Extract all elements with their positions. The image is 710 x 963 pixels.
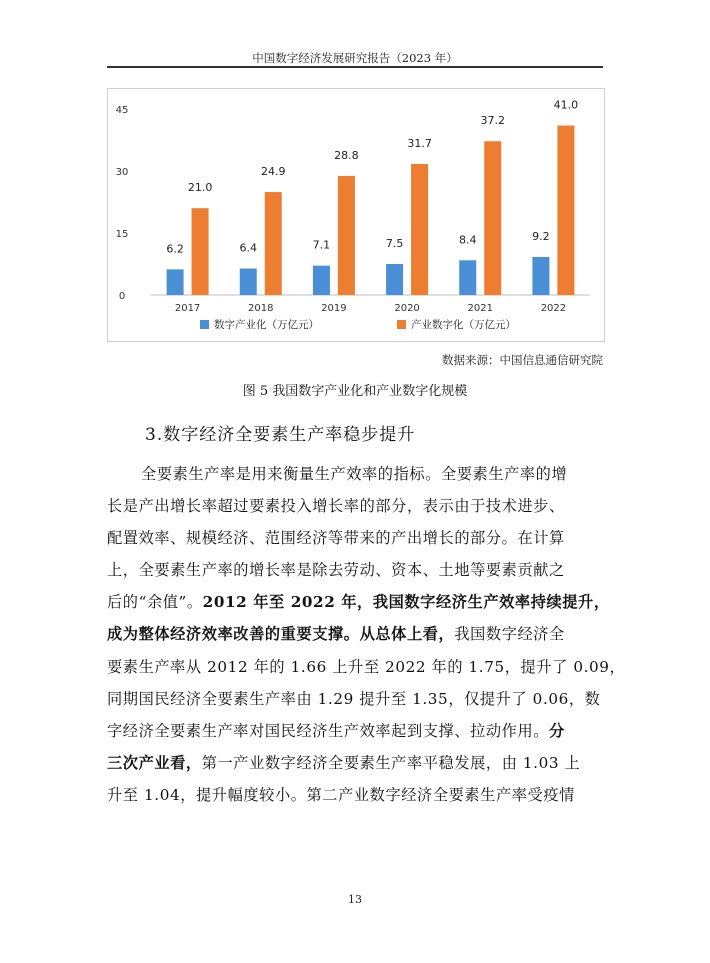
x-tick-label: 2019 [321, 303, 347, 314]
data-label: 7.1 [312, 238, 331, 252]
bar-digital-industrialization [532, 257, 549, 295]
text-run: 字经济全要素生产率对国民经济生产效率起到支撑、拉动作用。 [107, 721, 550, 740]
header-rule [107, 66, 603, 68]
data-label: 6.4 [239, 241, 257, 255]
data-label: 9.2 [532, 229, 550, 243]
x-tick-label: 2020 [394, 303, 420, 314]
body-paragraph [107, 458, 626, 811]
y-tick-label: 45 [115, 105, 129, 116]
bar-industrial-digitization [557, 126, 574, 295]
bar-chart [107, 88, 605, 342]
data-label: 24.9 [261, 165, 286, 179]
y-tick-label: 0 [118, 291, 126, 302]
x-tick-label: 2017 [174, 303, 201, 314]
bar-industrial-digitization [265, 192, 282, 295]
y-tick-label: 30 [115, 167, 129, 178]
bar-digital-industrialization [386, 264, 403, 295]
data-label: 31.7 [407, 136, 432, 150]
bold-text-run: 三次产业看， [107, 753, 202, 772]
data-source: 数据来源：中国信息通信研究院 [442, 353, 603, 367]
x-tick-label: 2018 [248, 303, 274, 314]
legend-swatch [397, 320, 406, 329]
bold-text-run: 2012 年至 2022 年，我国数字经济生产效率持续提升， [202, 593, 610, 612]
text-run: 第一产业数字经济全要素生产率平稳发展，由 1.03 上 [201, 753, 581, 772]
bar-digital-industrialization [459, 260, 476, 295]
bar-industrial-digitization [411, 164, 428, 295]
data-label: 6.2 [166, 242, 184, 256]
section-title: 3.数字经济全要素生产率稳步提升 [145, 425, 416, 445]
paragraph-line [107, 779, 603, 811]
bar-digital-industrialization [313, 266, 330, 295]
legend-label: 产业数字化（万亿元） [411, 319, 516, 331]
data-label: 8.4 [459, 233, 477, 247]
bar-digital-industrialization [167, 269, 184, 295]
x-tick-label: 2022 [540, 303, 567, 314]
paragraph-line [107, 586, 610, 618]
paragraph-line [107, 683, 603, 715]
legend-swatch [200, 320, 209, 329]
bold-text-run: 成为整体经济效率改善的重要支撑。从总体上看， [107, 625, 455, 644]
page-header: 中国数字经济发展研究报告（2023 年） [252, 51, 458, 65]
bar-industrial-digitization [484, 141, 501, 295]
text-run: 全要素生产率是用来衡量生产效率的指标。全要素生产率的增 [141, 465, 568, 483]
data-label: 28.8 [334, 148, 359, 162]
text-run: 配置效率、规模经济、范围经济等带来的产出增长的部分。在计算 [107, 529, 565, 548]
data-label: 37.2 [480, 114, 505, 128]
text-run: 同期国民经济全要素生产率由 1.29 提升至 1.35，仅提升了 0.06，数 [107, 689, 601, 708]
text-run: 要素生产率从 2012 年的 1.66 上升至 2022 年的 1.75，提升了 0.09， [107, 657, 626, 676]
x-tick-label: 2021 [467, 303, 493, 314]
chart-canvas [108, 89, 604, 341]
bold-text-run: 分 [549, 721, 565, 740]
paragraph-line [107, 522, 603, 554]
data-label: 7.5 [385, 237, 404, 250]
bar-industrial-digitization [338, 176, 355, 295]
bar-industrial-digitization [192, 208, 209, 295]
text-run: 后的“余值”。 [107, 593, 203, 612]
paragraph-line [107, 747, 603, 779]
text-run: 我国数字经济全 [454, 625, 565, 644]
paragraph-line [107, 715, 603, 747]
text-run: 长是产出增长率超过要素投入增长率的部分，表示由于技术进步、 [107, 497, 565, 516]
figure-caption: 图 5 我国数字产业化和产业数字化规模 [242, 384, 468, 399]
page-number: 13 [348, 893, 362, 906]
text-run: 上，全要素生产率的增长率是除去劳动、资本、土地等要素贡献之 [107, 561, 565, 580]
legend-label: 数字产业化（万亿元） [214, 319, 319, 331]
bar-digital-industrialization [240, 269, 257, 295]
paragraph-line [107, 651, 626, 683]
data-label: 21.0 [187, 181, 213, 195]
paragraph-line [107, 554, 603, 586]
data-label: 41.0 [553, 98, 579, 112]
text-run: 升至 1.04，提升幅度较小。第二产业数字经济全要素生产率受疫情 [107, 785, 575, 804]
paragraph-line [107, 458, 603, 490]
y-tick-label: 15 [115, 229, 129, 240]
paragraph-line [107, 490, 603, 522]
paragraph-line [107, 618, 603, 650]
